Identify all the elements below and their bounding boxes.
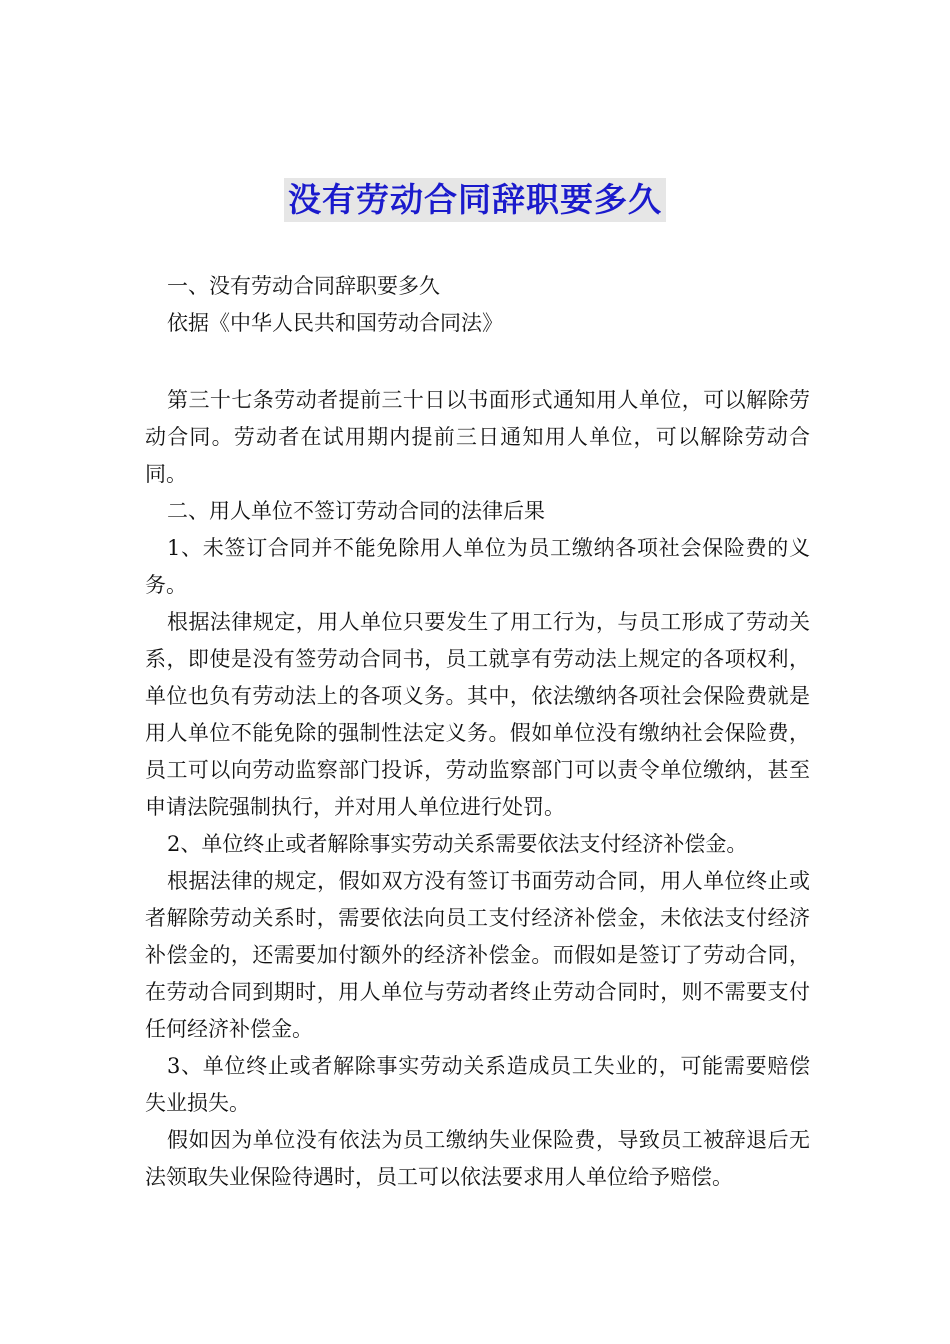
point-1: 1、未签订合同并不能免除用人单位为员工缴纳各项社会保险费的义务。 — [145, 536, 810, 597]
point-1-detail: 根据法律规定，用人单位只要发生了用工行为，与员工形成了劳动关系，即使是没有签劳动合同书，员工就享有劳动法上规定的各项权利，单位也负有劳动法上的各项义务。其中，依法缴纳各项社会保险费就是用人单位不能免除的强制性法定义务。假如单位没有缴纳社会保险费，员工可以向劳动监察部门投诉，劳动监察部门可以责令单位缴纳，甚至申请法院强制执行，并对用人单位进行处罚。 — [145, 610, 810, 819]
section-heading-1: 一、没有劳动合同辞职要多久 — [167, 274, 440, 298]
point-2: 2、单位终止或者解除事实劳动关系需要依法支付经济补偿金。 — [167, 832, 748, 856]
point-3-detail: 假如因为单位没有依法为员工缴纳失业保险费，导致员工被辞退后无法领取失业保险待遇时，员工可以依法要求用人单位给予赔偿。 — [145, 1128, 810, 1189]
title-container — [0, 178, 950, 222]
document-title: 没有劳动合同辞职要多久 — [284, 178, 666, 222]
legal-basis: 依据《中华人民共和国劳动合同法》 — [167, 311, 503, 335]
spacer — [145, 342, 810, 382]
document-body — [145, 268, 810, 1196]
article-37-paragraph: 第三十七条劳动者提前三十日以书面形式通知用人单位，可以解除劳动合同。劳动者在试用期内提前三日通知用人单位，可以解除劳动合同。 — [145, 388, 810, 486]
section-heading-2: 二、用人单位不签订劳动合同的法律后果 — [167, 499, 545, 523]
point-2-detail: 根据法律的规定，假如双方没有签订书面劳动合同，用人单位终止或者解除劳动关系时，需要依法向员工支付经济补偿金，未依法支付经济补偿金的，还需要加付额外的经济补偿金。而假如是签订了劳动合同，在劳动合同到期时，用人单位与劳动者终止劳动合同时，则不需要支付任何经济补偿金。 — [145, 869, 810, 1041]
point-3: 3、单位终止或者解除事实劳动关系造成员工失业的，可能需要赔偿失业损失。 — [145, 1054, 810, 1115]
